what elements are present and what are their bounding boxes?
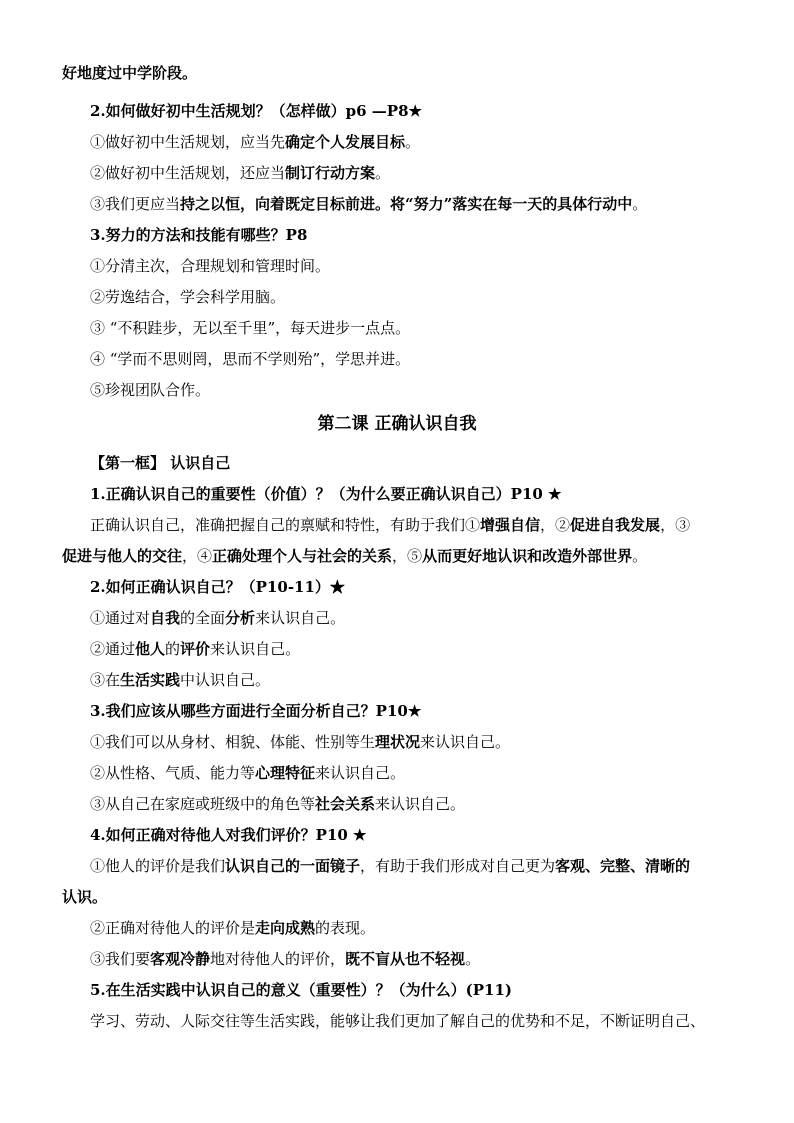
answer-line — [90, 287, 754, 307]
text-run: ，④ — [182, 547, 213, 565]
text-run: ，⑤ — [392, 547, 423, 565]
text-run: ②做好初中生活规划，还应当 — [90, 164, 286, 182]
text-run: 来认识自己。 — [315, 764, 406, 782]
text-run: 的全面 — [180, 609, 226, 627]
answer-line — [90, 670, 754, 690]
text-run: 2.如何做好初中生活规划？（怎样做）p6 —P8★ — [90, 102, 422, 120]
answer-line — [90, 763, 754, 783]
text-run: 。 — [405, 133, 421, 151]
text-run: 促进自我发展 — [570, 516, 661, 534]
text-run: ④ “学而不思则罔，思而不学则殆”，学思并进。 — [90, 350, 411, 368]
text-run: ③我们更应当 — [90, 195, 181, 213]
text-run: 正确处理个人与社会的关系 — [212, 547, 393, 565]
text-run: ②正确对待他人的评价是 — [90, 919, 256, 937]
text-run: 心理特征 — [255, 764, 316, 782]
text-run: ①分清主次，合理规划和管理时间。 — [90, 257, 331, 275]
text-run: 认识自己的一面镜子 — [225, 857, 361, 875]
text-run: 评价 — [180, 640, 211, 658]
text-run: 自我 — [150, 609, 181, 627]
answer-line — [90, 856, 754, 876]
text-run: 既不盲从也不轻视 — [345, 950, 466, 968]
text-run: 分析 — [225, 609, 256, 627]
answer-line — [90, 949, 754, 969]
text-run: ，② — [540, 516, 571, 534]
text-run: 走向成熟 — [255, 919, 316, 937]
text-run: 来认识自己。 — [255, 609, 346, 627]
text-run: 3.我们应该从哪些方面进行全面分析自己？P10★ — [90, 702, 422, 720]
answer-line — [90, 515, 754, 535]
text-run: 。 — [465, 950, 481, 968]
answer-line — [90, 732, 754, 752]
text-run: 来认识自己。 — [375, 795, 466, 813]
answer-line — [90, 349, 754, 369]
answer-line — [90, 794, 754, 814]
question-heading-2 — [90, 101, 754, 121]
question-heading-1 — [90, 484, 754, 504]
text-run: 正确认识自己，准确把握自己的禀赋和特性，有助于我们① — [90, 516, 481, 534]
text-run: 4.如何正确对待他人对我们评价？P10 ★ — [90, 826, 367, 844]
text-run: 客观、完整、清晰的 — [555, 857, 691, 875]
text-run: 促进与他人的交往 — [62, 547, 183, 565]
text-run: ，有助于我们形成对自己更为 — [360, 857, 556, 875]
answer-line — [90, 380, 754, 400]
text-line-1 — [62, 63, 754, 83]
text-run: 他人 — [135, 640, 166, 658]
text-run: ⑤珍视团队合作。 — [90, 381, 211, 399]
question-heading-5 — [90, 980, 754, 1000]
text-run: 学习、劳动、人际交往等生活实践，能够让我们更加了解自己的优势和不足，不断证明自己、 — [90, 1012, 706, 1030]
text-run: 的表现。 — [315, 919, 376, 937]
text-run: ③从自己在家庭或班级中的角色等 — [90, 795, 316, 813]
question-heading-3b — [90, 701, 754, 721]
answer-line — [62, 546, 754, 566]
answer-line — [90, 918, 754, 938]
text-run: 3.努力的方法和技能有哪些？P8 — [90, 226, 308, 244]
text-run: 2.如何正确认识自己？（P10-11）★ — [90, 578, 345, 596]
answer-line — [90, 1011, 754, 1031]
text-run: 1.正确认识自己的重要性（价值）？（为什么要正确认识自己）P10 ★ — [90, 485, 562, 503]
text-run: 客观冷静 — [150, 950, 211, 968]
text-run: ①做好初中生活规划，应当先 — [90, 133, 286, 151]
text-run: ②通过 — [90, 640, 136, 658]
answer-line — [90, 256, 754, 276]
text-run: 地对待他人的评价， — [210, 950, 346, 968]
text-run: 5.在生活实践中认识自己的意义（重要性）？（为什么）(P11) — [90, 981, 513, 999]
answer-line — [90, 318, 754, 338]
lesson-title — [0, 414, 794, 434]
question-heading-2b — [90, 577, 754, 597]
text-run: 的 — [165, 640, 181, 658]
text-run: ②劳逸结合，学会科学用脑。 — [90, 288, 286, 306]
answer-line — [90, 163, 754, 183]
text-run: 好地度过中学阶段。 — [62, 64, 198, 82]
text-run: ①我们可以从身材、相貌、体能、性别等生 — [90, 733, 376, 751]
text-run: 增强自信 — [480, 516, 541, 534]
text-run: 持之以恒，向着既定目标前进。将“努力”落实在每一天的具体行动中 — [180, 195, 633, 213]
question-heading-4 — [90, 825, 754, 845]
text-run: 制订行动方案 — [285, 164, 376, 182]
text-run: 。 — [632, 195, 648, 213]
text-run: 第二课 正确认识自我 — [317, 414, 477, 434]
answer-line — [62, 887, 754, 907]
answer-line — [90, 639, 754, 659]
text-run: 来认识自己。 — [210, 640, 301, 658]
text-run: 理状况 — [375, 733, 421, 751]
text-run: 认识。 — [62, 888, 108, 906]
answer-line — [90, 608, 754, 628]
text-run: 【第一框】 认识自己 — [90, 454, 231, 472]
text-run: ②从性格、气质、能力等 — [90, 764, 256, 782]
text-run: 。 — [375, 164, 391, 182]
text-run: ③在 — [90, 671, 121, 689]
question-heading-3 — [90, 225, 754, 245]
text-run: ③我们要 — [90, 950, 151, 968]
text-run: 社会关系 — [315, 795, 376, 813]
text-run: ①通过对 — [90, 609, 151, 627]
text-run: 。 — [632, 547, 648, 565]
text-run: ③ “不积跬步，无以至千里”，每天进步一点点。 — [90, 319, 411, 337]
text-run: ①他人的评价是我们 — [90, 857, 226, 875]
text-run: 生活实践 — [120, 671, 181, 689]
answer-line — [90, 132, 754, 152]
answer-line — [90, 194, 754, 214]
text-run: 从而更好地认识和改造外部世界 — [422, 547, 633, 565]
section-heading — [90, 453, 754, 473]
text-run: ，③ — [660, 516, 691, 534]
text-run: 来认识自己。 — [420, 733, 511, 751]
text-run: 确定个人发展目标 — [285, 133, 406, 151]
text-run: 中认识自己。 — [180, 671, 271, 689]
